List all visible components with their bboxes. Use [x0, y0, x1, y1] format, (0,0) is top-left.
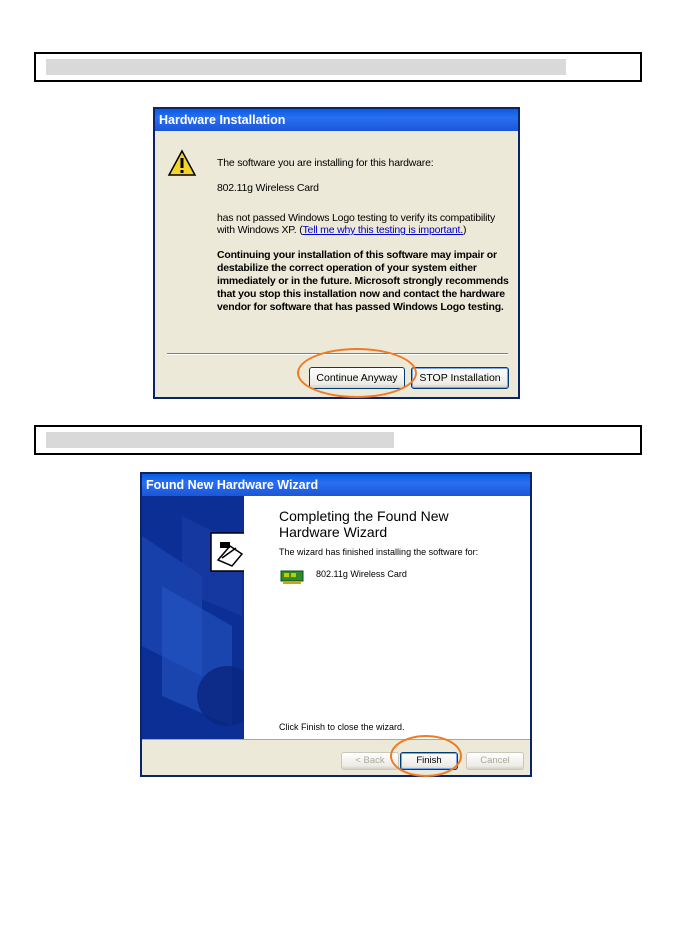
- wizard-footer: [142, 739, 530, 775]
- wizard-heading: Completing the Found New Hardware Wizard: [279, 508, 449, 540]
- section-banner-1: [34, 52, 642, 82]
- close-instruction: Click Finish to close the wizard.: [279, 722, 405, 732]
- wizard-device-name: 802.11g Wireless Card: [316, 569, 407, 579]
- section-banner-2: [34, 425, 642, 455]
- back-button[interactable]: < Back: [341, 752, 399, 770]
- network-card-icon: [280, 569, 304, 585]
- stop-installation-button[interactable]: STOP Installation: [411, 367, 509, 389]
- highlight-ring-finish: [390, 735, 462, 777]
- wizard-side-panel: [142, 496, 244, 739]
- device-name: 802.11g Wireless Card: [217, 182, 319, 194]
- warning-text: Continuing your installation of this software may impair or destabilize the correct operation of your system either immediately or in the future. Microsoft strongly recommends that you stop this installation now and contact the hardware vendor for software that has passed Windows Logo testing.: [217, 249, 509, 313]
- continue-anyway-button[interactable]: Continue Anyway: [309, 367, 405, 389]
- install-intro-text: The software you are installing for this hardware:: [217, 157, 434, 169]
- finish-button[interactable]: Finish: [400, 752, 458, 770]
- wizard-content: [244, 496, 530, 739]
- logo-testing-text: [217, 212, 513, 236]
- logo-testing-link[interactable]: Tell me why this testing is important.: [302, 224, 463, 236]
- warning-icon: [167, 149, 197, 177]
- logo-close-paren: ): [462, 224, 467, 236]
- finished-text: The wizard has finished installing the software for:: [279, 547, 479, 557]
- cancel-button[interactable]: Cancel: [466, 752, 524, 770]
- highlight-ring-continue: [297, 348, 417, 398]
- found-new-hardware-wizard: [140, 472, 532, 777]
- banner-fill: [46, 432, 394, 448]
- dialog-title: Hardware Installation: [155, 109, 518, 131]
- hardware-icon: [210, 532, 244, 572]
- wizard-title: Found New Hardware Wizard: [142, 474, 530, 496]
- banner-fill: [46, 59, 566, 75]
- logo-text: has not passed Windows Logo testing to verify its compatibility with Windows XP. (: [217, 212, 496, 236]
